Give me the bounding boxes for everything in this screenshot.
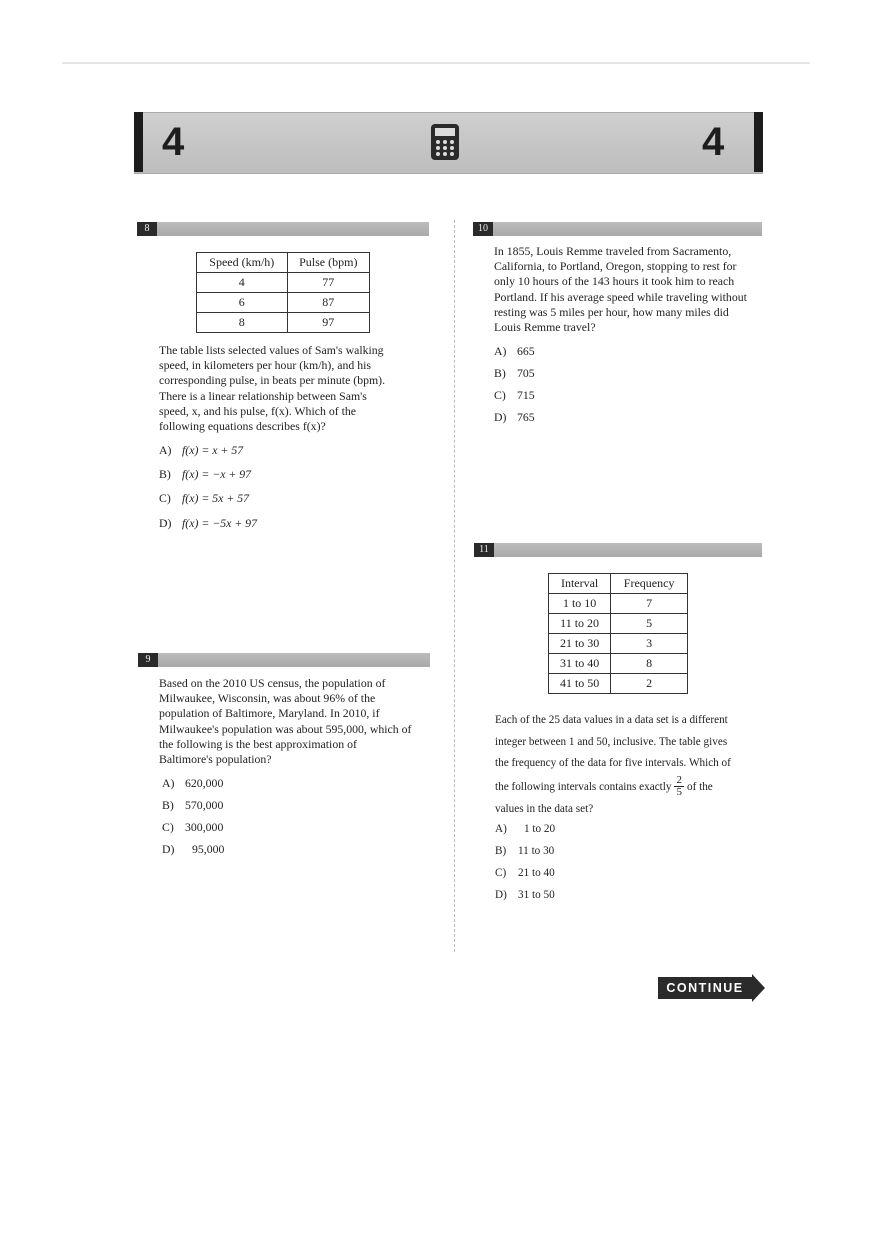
- choice-letter: A): [495, 823, 507, 835]
- text-line: values in the data set?: [495, 802, 594, 815]
- choice-text: f(x) = x + 57: [182, 443, 244, 457]
- text-line: speed, x, and his pulse, f(x). Which of the: [159, 403, 357, 418]
- choice-letter: D): [494, 410, 507, 424]
- banner-left-bar: [134, 112, 143, 172]
- table-row: [549, 594, 688, 614]
- q11-table: [548, 573, 688, 694]
- table-header-row: [549, 574, 688, 594]
- table-cell: 11 to 20: [549, 614, 611, 634]
- choice-text: 300,000: [185, 820, 224, 834]
- fraction-numerator: 2: [676, 774, 682, 787]
- q10-question-text: [494, 244, 769, 335]
- column-divider: [454, 220, 455, 952]
- calculator-icon: [431, 124, 459, 160]
- text-line: speed, in kilometers per hour (km/h), and his: [159, 358, 371, 373]
- table-row: [197, 313, 370, 333]
- table-row: [197, 293, 370, 313]
- choice-text: 570,000: [185, 798, 224, 812]
- q10-choice-a[interactable]: [494, 344, 535, 359]
- text-line: Milwaukee's population was about 595,000, which of: [159, 721, 412, 736]
- text-line: The table lists selected values of Sam's walking: [159, 343, 384, 357]
- table-cell: 8: [197, 313, 288, 333]
- choice-letter: C): [495, 867, 507, 879]
- choice-text: 95,000: [192, 842, 225, 856]
- question-8-number: 8: [137, 222, 157, 236]
- choice-text: 705: [517, 366, 535, 380]
- text-line: integer between 1 and 50, inclusive. The table gives: [495, 735, 728, 748]
- question-9-number: 9: [138, 653, 158, 667]
- table-cell: 6: [197, 293, 288, 313]
- q10-choice-b[interactable]: [494, 366, 535, 381]
- q9-choice-b[interactable]: [162, 798, 223, 813]
- section-number-right: 4: [702, 120, 725, 164]
- table-cell: 21 to 30: [549, 634, 611, 654]
- question-9-header-bar: [140, 653, 430, 667]
- continue-label: CONTINUE: [658, 977, 752, 999]
- question-11-number: 11: [474, 543, 494, 557]
- q8-choice-b[interactable]: [159, 467, 251, 482]
- table-header-cell: Speed (km/h): [197, 253, 288, 273]
- choice-letter: B): [159, 467, 171, 481]
- text-line: Each of the 25 data values in a data set is a different: [495, 714, 728, 726]
- q8-choice-c[interactable]: [159, 491, 249, 506]
- choice-letter: B): [495, 845, 507, 857]
- text-line: population of Baltimore, Maryland. In 2010, if: [159, 706, 380, 721]
- table-row: [197, 273, 370, 293]
- table-cell: 4: [197, 273, 288, 293]
- table-header-row: [197, 253, 370, 273]
- text-line: the frequency of the data for five intervals. Which of: [495, 757, 731, 769]
- table-cell: 3: [611, 634, 688, 654]
- choice-letter: C): [162, 820, 174, 834]
- table-cell: 5: [611, 614, 688, 634]
- text-line: following equations describes f(x)?: [159, 419, 326, 434]
- table-cell: 97: [287, 313, 369, 333]
- q9-question-text: [159, 676, 439, 767]
- choice-text: 31 to 50: [518, 889, 555, 901]
- text-line: There is a linear relationship between Sam's: [159, 388, 367, 403]
- question-10-number: 10: [473, 222, 493, 236]
- text-line: corresponding pulse, in beats per minute (bpm).: [159, 373, 386, 388]
- choice-text: 665: [517, 344, 535, 358]
- text-fragment: the following intervals contains exactly: [495, 780, 672, 793]
- text-fragment: of the: [686, 780, 713, 793]
- q9-choice-c[interactable]: [162, 820, 223, 835]
- choice-text: f(x) = 5x + 57: [182, 491, 250, 505]
- text-line: California, to Portland, Oregon, stopping to rest for: [494, 259, 737, 274]
- choice-letter: A): [494, 344, 507, 358]
- table-cell: 8: [611, 654, 688, 674]
- table-row: [549, 614, 688, 634]
- arrow-right-icon: [752, 974, 765, 1002]
- choice-letter: C): [494, 388, 506, 402]
- choice-text: 715: [517, 388, 535, 402]
- choice-letter: D): [159, 516, 172, 530]
- choice-letter: D): [162, 842, 175, 856]
- q11-choice-c[interactable]: [495, 867, 555, 879]
- section-number-left: 4: [162, 120, 185, 164]
- text-line: Baltimore's population?: [159, 752, 272, 767]
- fraction-denominator: 5: [676, 786, 682, 799]
- choice-text: f(x) = −x + 97: [182, 467, 252, 481]
- q8-choice-d[interactable]: [159, 516, 257, 531]
- q8-question-text: [159, 343, 429, 434]
- table-row: [549, 634, 688, 654]
- choice-letter: B): [494, 366, 506, 380]
- choice-text: 620,000: [185, 776, 224, 790]
- table-row: [549, 654, 688, 674]
- text-line: resting was 5 miles per hour, how many miles did: [494, 304, 729, 319]
- text-line: the following is the best approximation of: [159, 736, 357, 751]
- table-cell: 77: [287, 273, 369, 293]
- table-row: [549, 674, 688, 694]
- q9-choice-d[interactable]: [162, 842, 224, 857]
- q11-question-text: [495, 710, 770, 820]
- top-rule: [62, 62, 810, 64]
- table-header-cell: Frequency: [611, 574, 688, 594]
- choice-text: 11 to 30: [518, 845, 555, 857]
- q10-choice-d[interactable]: [494, 410, 535, 425]
- text-line: Portland. If his average speed while traveling without: [494, 289, 747, 304]
- table-header-cell: Pulse (bpm): [287, 253, 369, 273]
- table-cell: 2: [611, 674, 688, 694]
- text-line: Based on the 2010 US census, the population of: [159, 676, 386, 690]
- q9-choice-a[interactable]: [162, 776, 223, 791]
- table-header-cell: Interval: [549, 574, 611, 594]
- q11-choice-a[interactable]: [495, 823, 555, 835]
- choice-letter: B): [162, 798, 174, 812]
- fraction: [674, 775, 684, 798]
- choice-text: f(x) = −5x + 97: [182, 516, 257, 530]
- text-line: Louis Remme travel?: [494, 320, 596, 335]
- q8-choice-a[interactable]: [159, 443, 243, 458]
- choice-letter: A): [159, 443, 172, 457]
- choice-text: 765: [517, 410, 535, 424]
- question-10-header-bar: [473, 222, 762, 236]
- q8-table: [196, 252, 370, 333]
- question-11-header-bar: [474, 543, 762, 557]
- table-cell: 1 to 10: [549, 594, 611, 614]
- choice-letter: D): [495, 889, 507, 901]
- question-8-header-bar: [140, 222, 429, 236]
- banner-right-bar: [754, 112, 763, 172]
- choice-letter: A): [162, 776, 175, 790]
- table-cell: 41 to 50: [549, 674, 611, 694]
- q11-choice-b[interactable]: [495, 845, 554, 857]
- text-line: Milwaukee, Wisconsin, was about 96% of the: [159, 691, 376, 706]
- text-line: In 1855, Louis Remme traveled from Sacramento,: [494, 244, 732, 258]
- table-cell: 87: [287, 293, 369, 313]
- choice-text: 21 to 40: [518, 867, 555, 879]
- q11-choice-d[interactable]: [495, 889, 555, 901]
- choice-letter: C): [159, 491, 171, 505]
- text-line: only 10 hours of the 143 hours it took him to reach: [494, 274, 735, 289]
- table-cell: 31 to 40: [549, 654, 611, 674]
- text-line: [495, 775, 770, 799]
- q10-choice-c[interactable]: [494, 388, 535, 403]
- table-cell: 7: [611, 594, 688, 614]
- choice-text: 1 to 20: [524, 823, 556, 835]
